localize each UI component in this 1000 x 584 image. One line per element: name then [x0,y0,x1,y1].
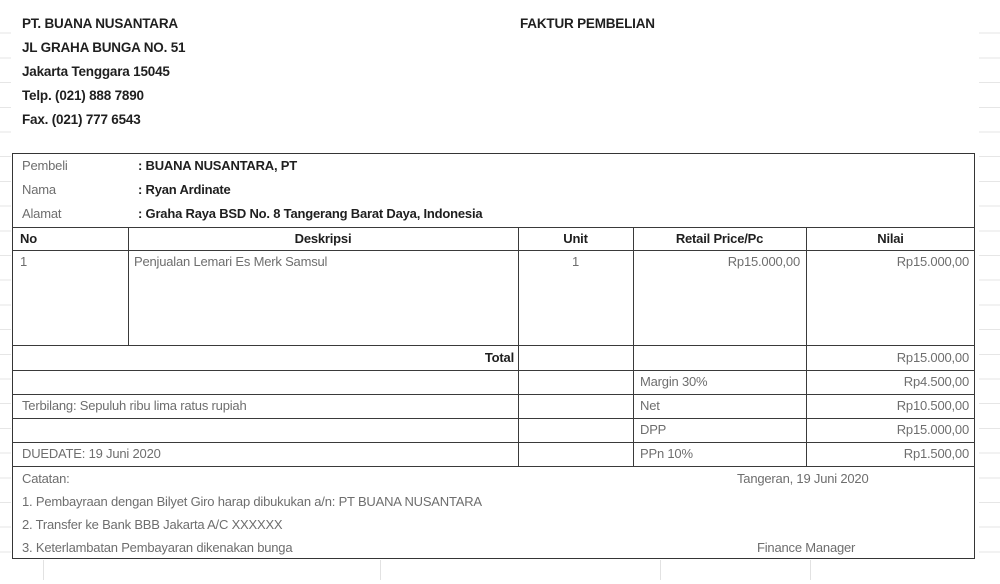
note-line-2: 2. Transfer ke Bank BBB Jakarta A/C XXXXXX [22,517,283,532]
summary-value-ppn: Rp1.500,00 [903,446,969,461]
company-city: Jakarta Tenggara 15045 [22,64,170,79]
buyer-value-nama: : Ryan Ardinate [138,182,231,197]
company-fax: Fax. (021) 777 6543 [22,112,141,127]
item-description: Penjualan Lemari Es Merk Samsul [134,254,328,269]
buyer-value-alamat: : Graha Raya BSD No. 8 Tangerang Barat Daya, Indonesia [138,206,483,221]
summary-label-dpp: DPP [640,422,667,437]
item-value: Rp15.000,00 [896,254,969,269]
sheet-gridlines-left [0,9,11,555]
terbilang-text: Terbilang: Sepuluh ribu lima ratus rupiah [22,398,247,413]
sheet-gridline-stub [810,560,811,580]
place-date-text: Tangeran, 19 Juni 2020 [737,471,869,486]
summary-value-dpp: Rp15.000,00 [896,422,969,437]
col-header-price: Retail Price/Pc [675,231,764,246]
total-value: Rp15.000,00 [896,350,969,365]
item-unit: 1 [571,254,580,269]
note-line-3: 3. Keterlambatan Pembayaran dikenakan bunga [22,540,293,555]
col-header-unit: Unit [563,231,588,246]
sheet-gridlines-right [979,9,1000,555]
col-header-no: No [20,231,37,246]
summary-label-net: Net [640,398,660,413]
buyer-value-pembeli: : BUANA NUSANTARA, PT [138,158,298,173]
company-address: JL GRAHA BUNGA NO. 51 [22,40,186,55]
notes-heading: Catatan: [22,471,70,486]
col-header-deskripsi: Deskripsi [294,231,352,246]
buyer-label-nama: Nama [22,182,56,197]
duedate-text: DUEDATE: 19 Juni 2020 [22,446,161,461]
table-rule [12,250,975,251]
item-no: 1 [20,254,28,269]
summary-label-margin: Margin 30% [640,374,708,389]
company-phone: Telp. (021) 888 7890 [22,88,144,103]
signature-title: Finance Manager [757,540,856,555]
invoice-title: FAKTUR PEMBELIAN [520,16,655,31]
item-price: Rp15.000,00 [727,254,800,269]
sheet-gridline-stub [380,560,381,580]
col-header-nilai: Nilai [877,231,904,246]
sheet-gridline-stub [660,560,661,580]
buyer-label-alamat: Alamat [22,206,62,221]
note-line-1: 1. Pembayraan dengan Bilyet Giro harap dibukukan a/n: PT BUANA NUSANTARA [22,494,482,509]
sheet-gridline-stub [43,560,44,580]
total-label: Total [484,350,514,365]
summary-value-margin: Rp4.500,00 [903,374,969,389]
company-name: PT. BUANA NUSANTARA [22,16,178,31]
summary-label-ppn: PPn 10% [640,446,693,461]
buyer-label-pembeli: Pembeli [22,158,68,173]
summary-value-net: Rp10.500,00 [896,398,969,413]
